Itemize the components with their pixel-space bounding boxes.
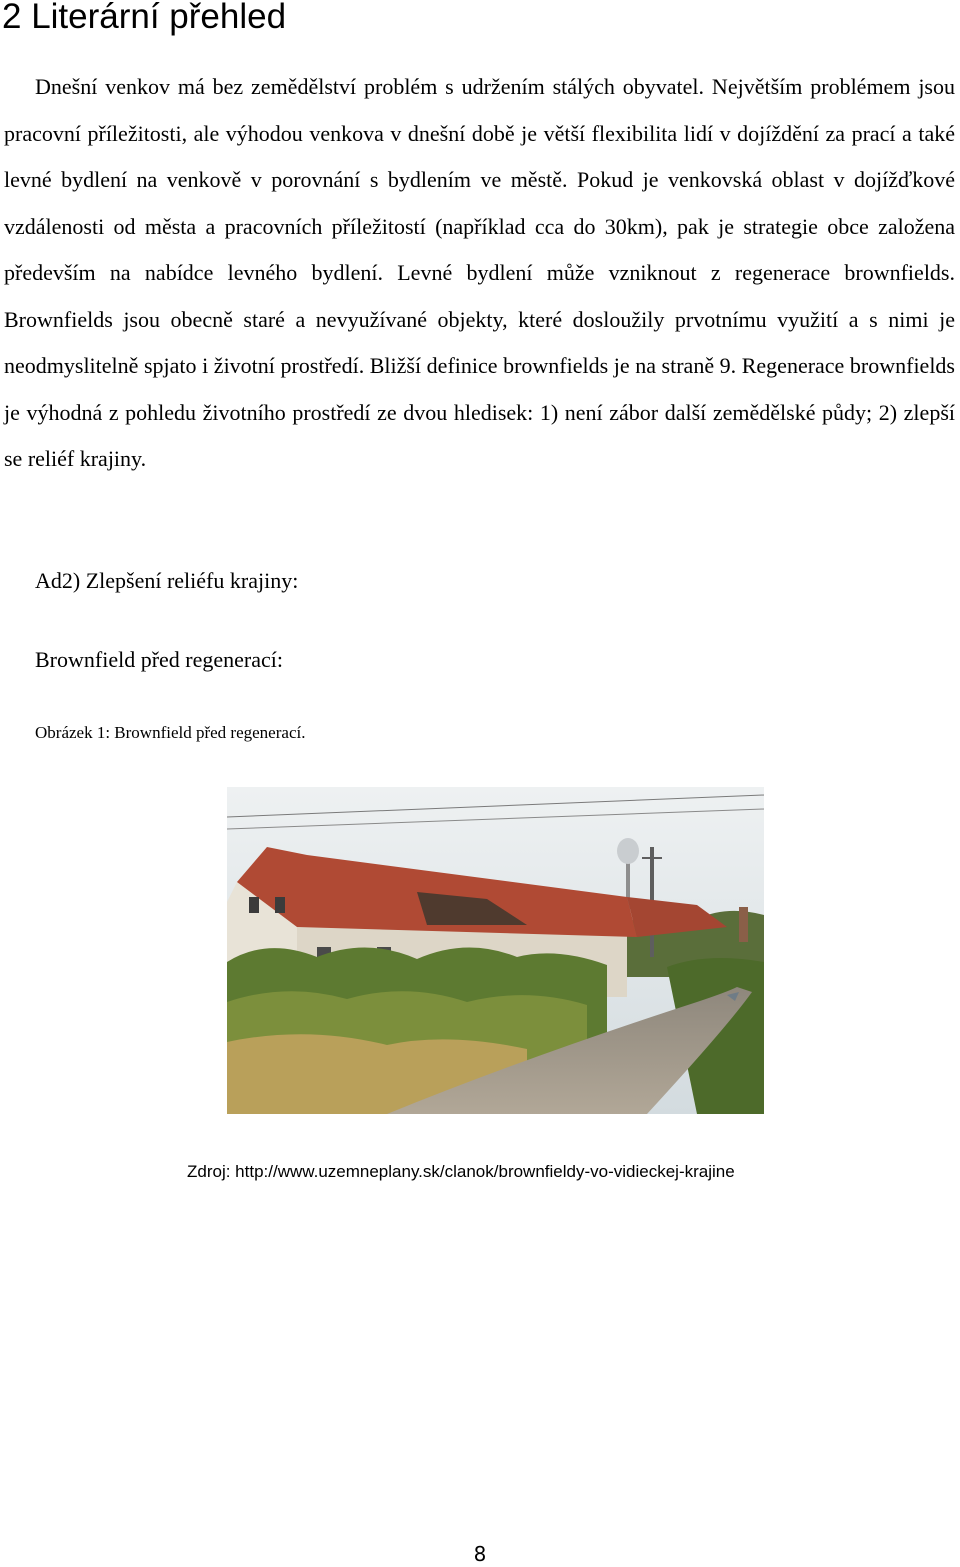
- figure-source: Zdroj: http://www.uzemneplany.sk/clanok/brownfieldy-vo-vidieckej-krajine: [187, 1162, 735, 1181]
- figure-caption: Obrázek 1: Brownfield před regenerací.: [35, 723, 306, 742]
- subheading-relief: Ad2) Zlepšení reliéfu krajiny:: [35, 568, 299, 593]
- page-number: 8: [473, 1542, 487, 1566]
- brownfield-photo: [227, 787, 764, 1114]
- section-heading: 2 Literární přehled: [2, 0, 287, 36]
- subheading-brownfield: Brownfield před regenerací:: [35, 647, 283, 672]
- body-paragraph: Dnešní venkov má bez zemědělství problém s udržením stálých obyvatel. Největším problémem jsou pracovní příležitosti, ale výhodou venkova v dnešní době je větší flexibilita lidí v dojíždění za prací a také levné bydlení na venkově v porovnání s bydlením ve městě. Pokud je venkovská oblast v dojížďkové vzdálenosti od města a pracovních příležitostí (například cca do 30km), pak je strategie obce založena především na nabídce levného bydlení. Levné bydlení může vzniknout z regenerace brownfields. Brownfields jsou obecně staré a nevyužívané objekty, které dosloužily prvotnímu využití a s nimi je neodmyslitelně spjato i životní prostředí. Bližší definice brownfields je na straně 9. Regenerace brownfields je výhodná z pohledu životního prostředí ze dvou hledisek: 1) není zábor další zemědělské půdy; 2) zlepší se reliéf krajiny.: [4, 74, 955, 471]
